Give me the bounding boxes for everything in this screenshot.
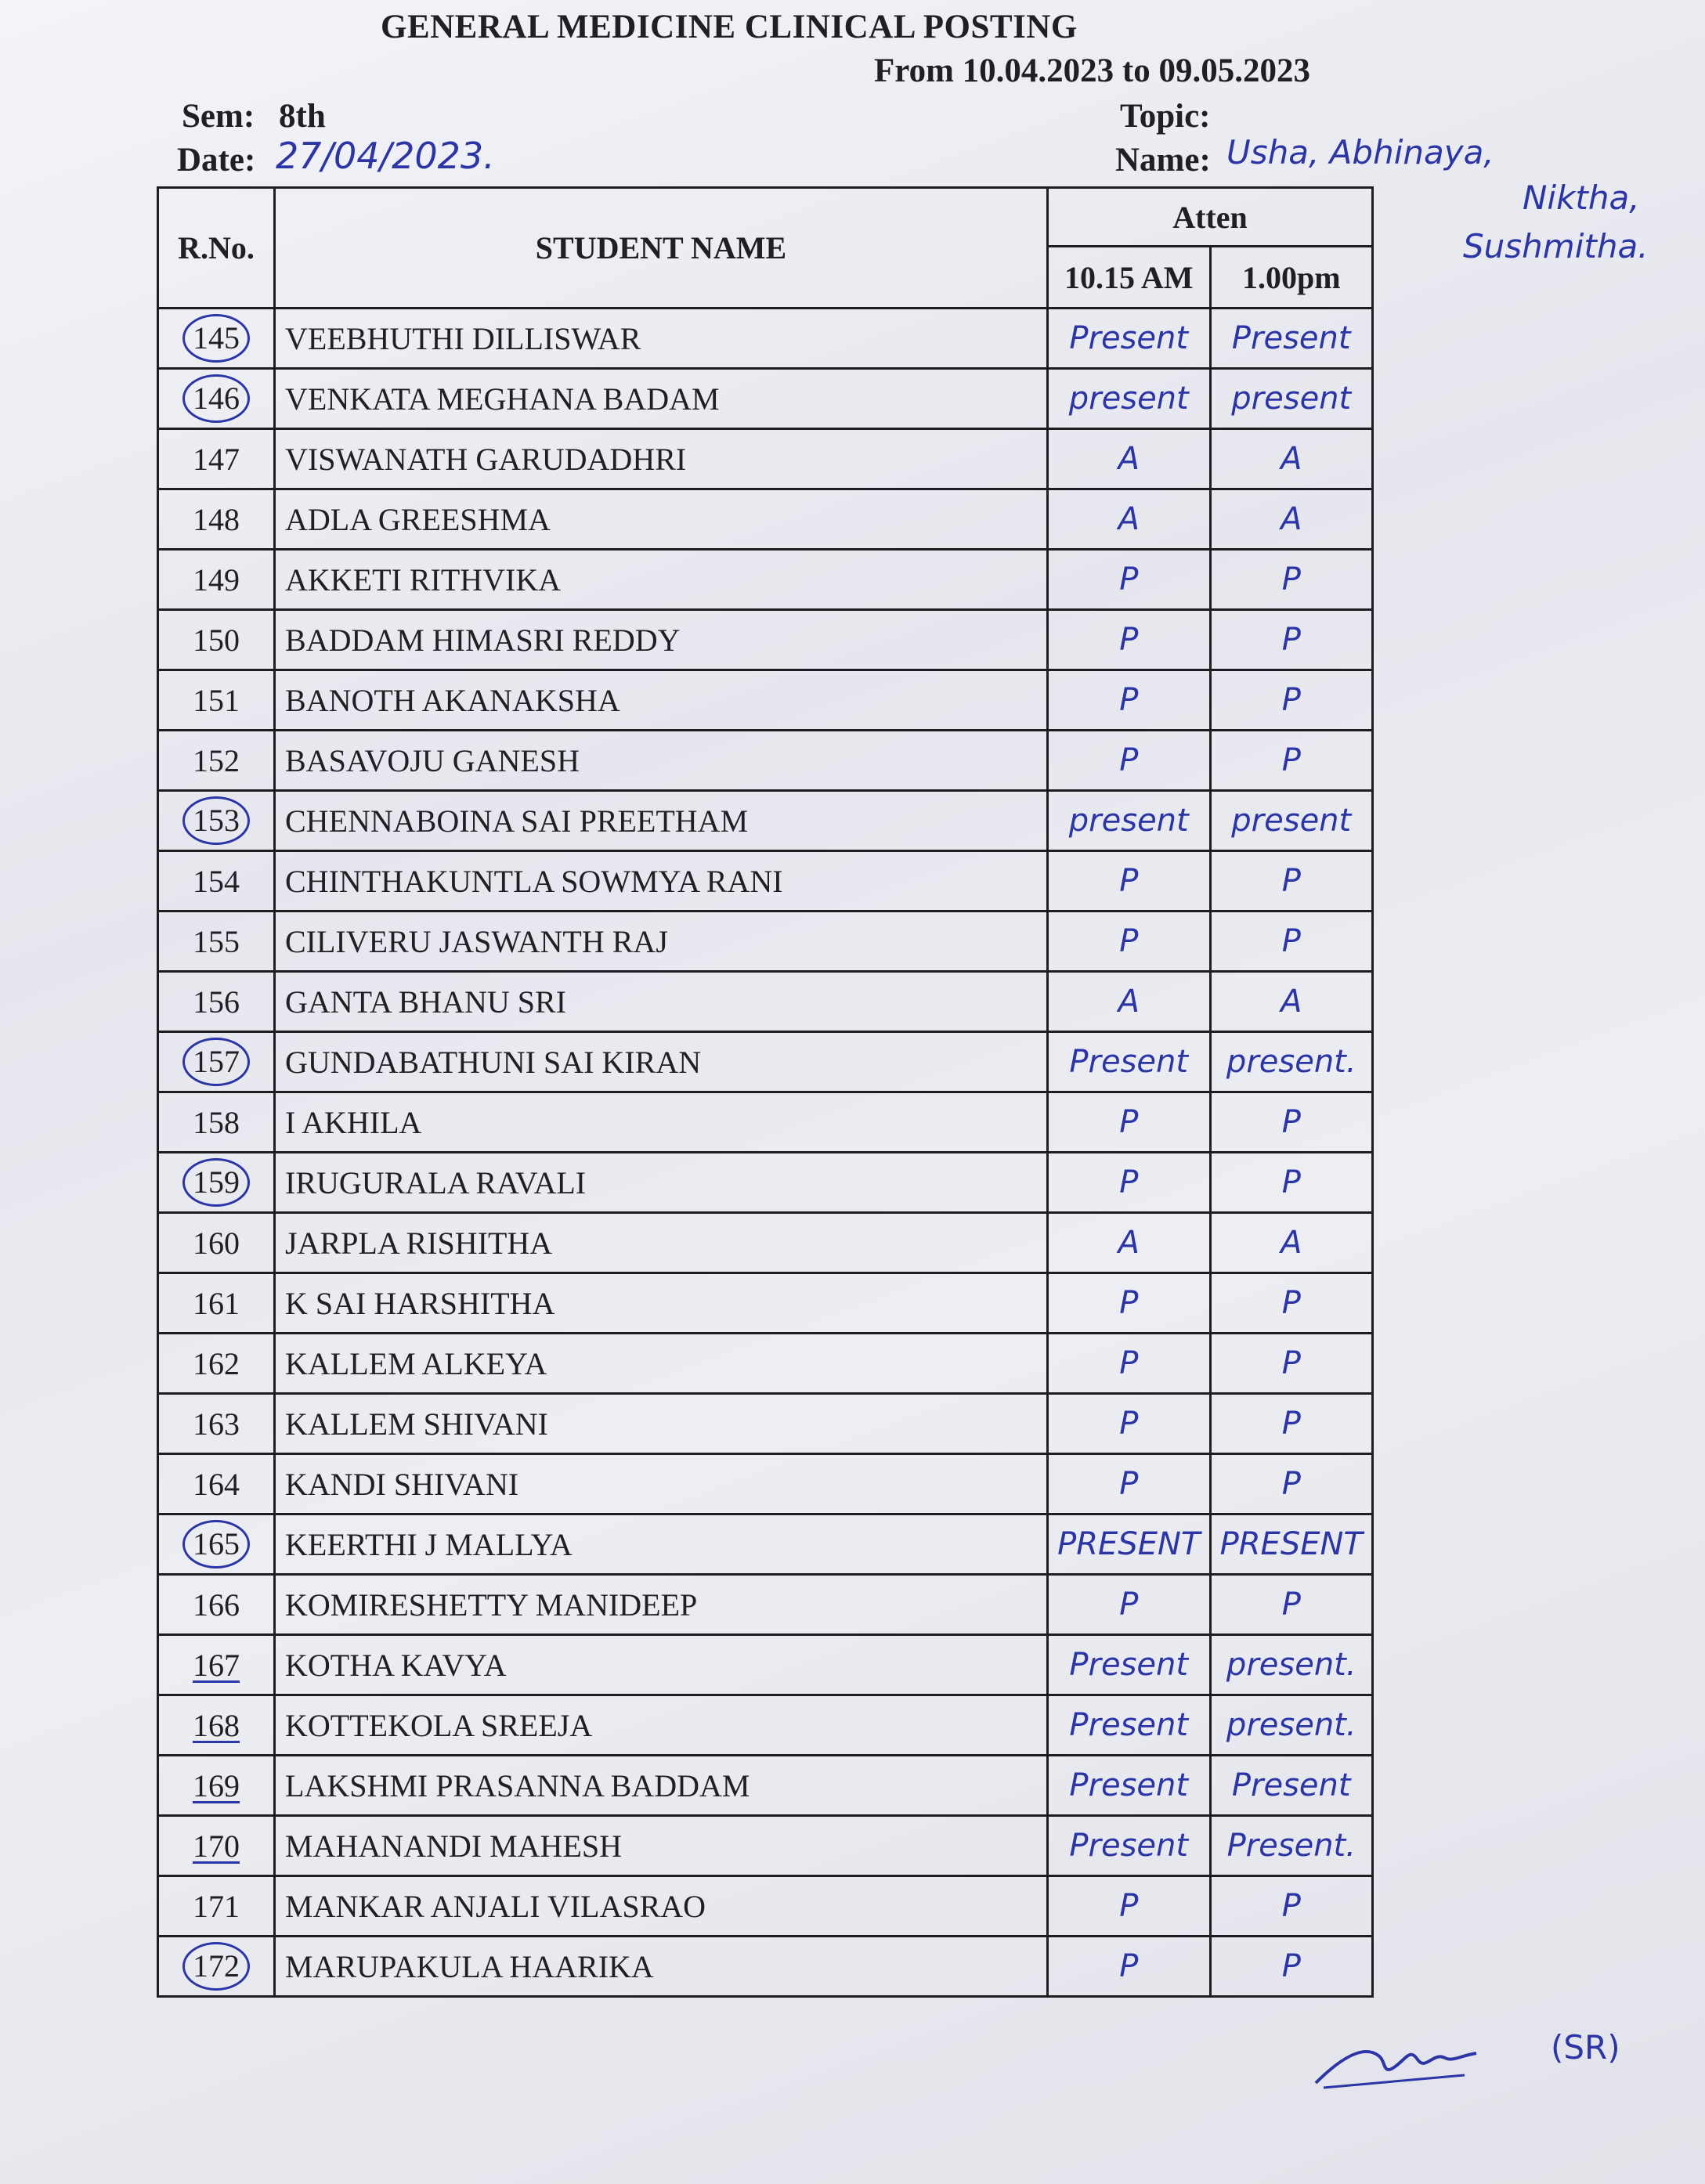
student-name: MANKAR ANJALI VILASRAO <box>275 1876 1048 1937</box>
student-name: KOTTEKOLA SREEJA <box>275 1695 1048 1756</box>
roll-number-cell <box>158 1876 275 1937</box>
student-name: KALLEM SHIVANI <box>275 1394 1048 1454</box>
date-value: 27/04/2023. <box>276 135 495 177</box>
morning-attendance: present <box>1048 369 1211 429</box>
roll-number-cell <box>158 1816 275 1876</box>
afternoon-attendance: present. <box>1210 1032 1373 1092</box>
student-name: KEERTHI J MALLYA <box>275 1514 1048 1575</box>
morning-attendance: P <box>1048 670 1211 731</box>
afternoon-attendance: P <box>1210 1273 1373 1334</box>
afternoon-attendance: P <box>1210 912 1373 972</box>
roll-number-cell <box>158 1756 275 1816</box>
roll-number-cell <box>158 1153 275 1213</box>
column-header-morning: 10.15 AM <box>1048 247 1211 309</box>
roll-number-cell <box>158 1575 275 1635</box>
roll-number-cell <box>158 1273 275 1334</box>
roll-number: 160 <box>193 1225 240 1261</box>
student-name: BANOTH AKANAKSHA <box>275 670 1048 731</box>
table-row <box>158 670 1373 731</box>
roll-number-cell <box>158 610 275 670</box>
roll-number-cell <box>158 489 275 550</box>
roll-number: 167 <box>193 1647 240 1683</box>
student-name: IRUGURALA RAVALI <box>275 1153 1048 1213</box>
roll-number-cell <box>158 1635 275 1695</box>
sem-value: 8th <box>279 98 326 135</box>
morning-attendance: P <box>1048 851 1211 912</box>
topic-label: Topic: <box>1120 98 1211 135</box>
attendance-table <box>157 186 1374 1998</box>
roll-number: 164 <box>193 1466 240 1502</box>
roll-number-cell <box>158 1334 275 1394</box>
table-row <box>158 1756 1373 1816</box>
morning-attendance: P <box>1048 1273 1211 1334</box>
morning-attendance: Present <box>1048 309 1211 369</box>
student-name: BASAVOJU GANESH <box>275 731 1048 791</box>
morning-attendance: P <box>1048 1153 1211 1213</box>
roll-number: 162 <box>193 1345 240 1381</box>
afternoon-attendance: P <box>1210 1937 1373 1997</box>
column-header-rno: R.No. <box>158 188 275 309</box>
roll-number-cell <box>158 972 275 1032</box>
student-name: ADLA GREESHMA <box>275 489 1048 550</box>
roll-number-cell <box>158 1937 275 1997</box>
morning-attendance: P <box>1048 1092 1211 1153</box>
roll-number: 155 <box>193 923 240 959</box>
afternoon-attendance: P <box>1210 1153 1373 1213</box>
table-row <box>158 610 1373 670</box>
table-row <box>158 1575 1373 1635</box>
afternoon-attendance: P <box>1210 610 1373 670</box>
morning-attendance: P <box>1048 1937 1211 1997</box>
roll-number-cell <box>158 731 275 791</box>
roll-number: 168 <box>193 1707 240 1743</box>
roll-number-cell <box>158 429 275 489</box>
roll-number: 163 <box>193 1406 240 1442</box>
student-name: GUNDABATHUNI SAI KIRAN <box>275 1032 1048 1092</box>
roll-number-cell <box>158 550 275 610</box>
table-row <box>158 489 1373 550</box>
morning-attendance: A <box>1048 1213 1211 1273</box>
table-row <box>158 369 1373 429</box>
roll-number-cell <box>158 1514 275 1575</box>
table-row <box>158 1092 1373 1153</box>
student-name: I AKHILA <box>275 1092 1048 1153</box>
roll-number: 156 <box>193 984 240 1020</box>
afternoon-attendance: A <box>1210 489 1373 550</box>
table-row <box>158 1273 1373 1334</box>
name-label: Name: <box>1115 142 1211 179</box>
roll-number: 150 <box>193 622 240 658</box>
table-row <box>158 1032 1373 1092</box>
roll-number: 148 <box>193 501 240 537</box>
student-name: MARUPAKULA HAARIKA <box>275 1937 1048 1997</box>
names-line-2: Niktha, <box>1523 179 1640 217</box>
table-row <box>158 851 1373 912</box>
column-header-afternoon: 1.00pm <box>1210 247 1373 309</box>
roll-number: 152 <box>193 742 240 778</box>
roll-number: 157 <box>182 1038 250 1086</box>
morning-attendance: Present <box>1048 1816 1211 1876</box>
afternoon-attendance: present. <box>1210 1635 1373 1695</box>
roll-number: 146 <box>182 374 250 423</box>
morning-attendance: P <box>1048 1876 1211 1937</box>
afternoon-attendance: P <box>1210 1575 1373 1635</box>
names-line-3: Sushmitha. <box>1463 227 1649 265</box>
roll-number: 154 <box>193 863 240 899</box>
student-name: VEEBHUTHI DILLISWAR <box>275 309 1048 369</box>
afternoon-attendance: P <box>1210 1876 1373 1937</box>
roll-number: 149 <box>193 561 240 597</box>
table-row <box>158 1514 1373 1575</box>
morning-attendance: P <box>1048 1575 1211 1635</box>
roll-number: 145 <box>182 314 250 363</box>
table-row <box>158 791 1373 851</box>
table-row <box>158 1454 1373 1514</box>
table-row <box>158 550 1373 610</box>
sem-label: Sem: <box>182 98 255 135</box>
afternoon-attendance: P <box>1210 550 1373 610</box>
morning-attendance: P <box>1048 1454 1211 1514</box>
student-name: GANTA BHANU SRI <box>275 972 1048 1032</box>
table-row <box>158 1394 1373 1454</box>
roll-number-cell <box>158 912 275 972</box>
student-name: VENKATA MEGHANA BADAM <box>275 369 1048 429</box>
table-row <box>158 1635 1373 1695</box>
morning-attendance: P <box>1048 912 1211 972</box>
posting-date-range: From 10.04.2023 to 09.05.2023 <box>874 52 1310 89</box>
roll-number: 170 <box>193 1828 240 1864</box>
morning-attendance: P <box>1048 550 1211 610</box>
student-name: LAKSHMI PRASANNA BADDAM <box>275 1756 1048 1816</box>
morning-attendance: Present <box>1048 1756 1211 1816</box>
afternoon-attendance: P <box>1210 1394 1373 1454</box>
morning-attendance: P <box>1048 731 1211 791</box>
table-row <box>158 429 1373 489</box>
student-name: VISWANATH GARUDADHRI <box>275 429 1048 489</box>
roll-number-cell <box>158 851 275 912</box>
roll-number-cell <box>158 670 275 731</box>
roll-number-cell <box>158 1213 275 1273</box>
student-name: K SAI HARSHITHA <box>275 1273 1048 1334</box>
table-row <box>158 1876 1373 1937</box>
afternoon-attendance: Present. <box>1210 1816 1373 1876</box>
roll-number: 158 <box>193 1104 240 1140</box>
roll-number: 171 <box>193 1888 240 1924</box>
afternoon-attendance: present <box>1210 791 1373 851</box>
roll-number: 161 <box>193 1285 240 1321</box>
roll-number: 169 <box>193 1767 240 1803</box>
student-name: KANDI SHIVANI <box>275 1454 1048 1514</box>
morning-attendance: P <box>1048 1394 1211 1454</box>
table-row <box>158 309 1373 369</box>
student-name: CILIVERU JASWANTH RAJ <box>275 912 1048 972</box>
afternoon-attendance: P <box>1210 1454 1373 1514</box>
student-name: AKKETI RITHVIKA <box>275 550 1048 610</box>
roll-number: 172 <box>182 1942 250 1991</box>
morning-attendance: A <box>1048 429 1211 489</box>
signature-suffix: (SR) <box>1551 2028 1620 2067</box>
attendance-rows <box>158 309 1373 1997</box>
afternoon-attendance: present. <box>1210 1695 1373 1756</box>
morning-attendance: Present <box>1048 1032 1211 1092</box>
roll-number: 147 <box>193 441 240 477</box>
morning-attendance: P <box>1048 1334 1211 1394</box>
roll-number-cell <box>158 1032 275 1092</box>
morning-attendance: PRESENT <box>1048 1514 1211 1575</box>
roll-number-cell <box>158 309 275 369</box>
table-row <box>158 912 1373 972</box>
morning-attendance: A <box>1048 972 1211 1032</box>
date-label: Date: <box>177 142 256 179</box>
afternoon-attendance: P <box>1210 1092 1373 1153</box>
names-line-1: Usha, Abhinaya, <box>1226 133 1494 171</box>
table-row <box>158 1937 1373 1997</box>
table-row <box>158 731 1373 791</box>
student-name: KOTHA KAVYA <box>275 1635 1048 1695</box>
morning-attendance: present <box>1048 791 1211 851</box>
roll-number-cell <box>158 1695 275 1756</box>
roll-number: 151 <box>193 682 240 718</box>
afternoon-attendance: Present <box>1210 1756 1373 1816</box>
morning-attendance: A <box>1048 489 1211 550</box>
morning-attendance: Present <box>1048 1635 1211 1695</box>
signature-scribble <box>1308 2013 1488 2099</box>
student-name: BADDAM HIMASRI REDDY <box>275 610 1048 670</box>
roll-number: 165 <box>182 1520 250 1569</box>
table-row <box>158 1695 1373 1756</box>
afternoon-attendance: A <box>1210 972 1373 1032</box>
table-row <box>158 972 1373 1032</box>
afternoon-attendance: P <box>1210 851 1373 912</box>
table-row <box>158 1334 1373 1394</box>
morning-attendance: Present <box>1048 1695 1211 1756</box>
table-row <box>158 1816 1373 1876</box>
afternoon-attendance: A <box>1210 429 1373 489</box>
roll-number: 166 <box>193 1587 240 1623</box>
table-row <box>158 1153 1373 1213</box>
student-name: CHENNABOINA SAI PREETHAM <box>275 791 1048 851</box>
column-header-student-name: STUDENT NAME <box>275 188 1048 309</box>
column-header-attendance: Atten <box>1048 188 1373 247</box>
student-name: CHINTHAKUNTLA SOWMYA RANI <box>275 851 1048 912</box>
student-name: KALLEM ALKEYA <box>275 1334 1048 1394</box>
roll-number-cell <box>158 1092 275 1153</box>
roll-number: 153 <box>182 796 250 845</box>
afternoon-attendance: present <box>1210 369 1373 429</box>
roll-number: 159 <box>182 1158 250 1207</box>
morning-attendance: P <box>1048 610 1211 670</box>
afternoon-attendance: Present <box>1210 309 1373 369</box>
afternoon-attendance: P <box>1210 670 1373 731</box>
student-name: JARPLA RISHITHA <box>275 1213 1048 1273</box>
afternoon-attendance: P <box>1210 1334 1373 1394</box>
document-title: GENERAL MEDICINE CLINICAL POSTING <box>381 9 1078 45</box>
table-row <box>158 1213 1373 1273</box>
roll-number-cell <box>158 1394 275 1454</box>
afternoon-attendance: PRESENT <box>1210 1514 1373 1575</box>
roll-number-cell <box>158 1454 275 1514</box>
roll-number-cell <box>158 369 275 429</box>
afternoon-attendance: A <box>1210 1213 1373 1273</box>
afternoon-attendance: P <box>1210 731 1373 791</box>
roll-number-cell <box>158 791 275 851</box>
student-name: MAHANANDI MAHESH <box>275 1816 1048 1876</box>
student-name: KOMIRESHETTY MANIDEEP <box>275 1575 1048 1635</box>
